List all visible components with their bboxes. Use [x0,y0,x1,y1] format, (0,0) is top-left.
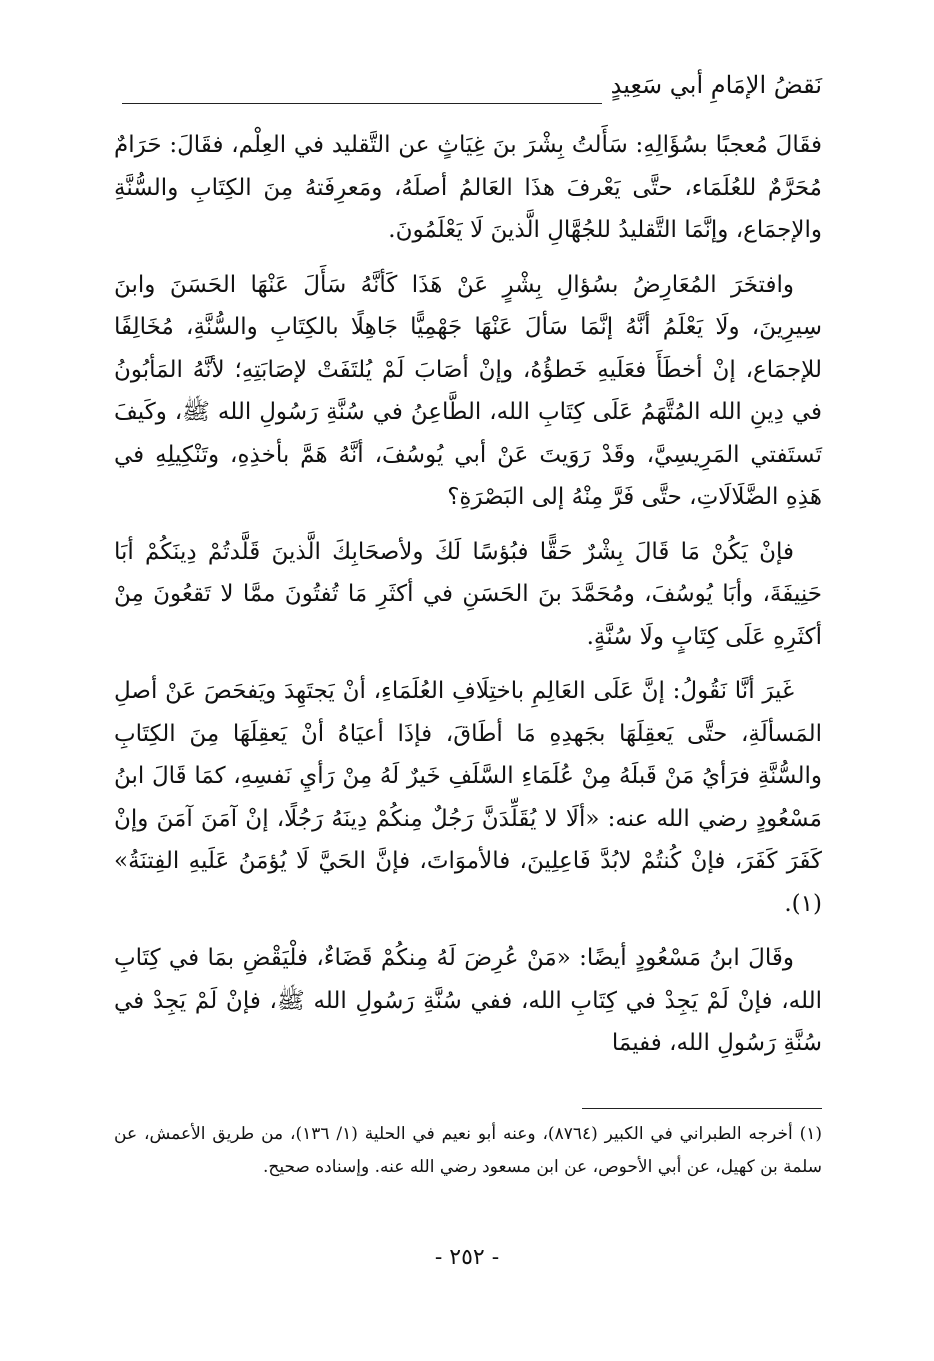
header-title: نَقضُ الإمَامِ أبي سَعِيدٍ [610,71,822,99]
page-number: - ٢٥٢ - [434,1245,500,1270]
body-text [114,124,822,1077]
paragraph-2: وافتخَرَ المُعَارِضُ بسُؤالِ بِشْرٍ عَنْ هَذَا كَأنَّهُ سَأَلَ عَنْهَا الحَسَنَ وابنَ سِيرِينَ، ولَا يَعْلَمُ أنَّهُ إنَّمَا سَألَ عَنْهَا جَهْمِيًّا جَاهِلًا بالكِتَابِ والسُّنَّةِ، مُخَالِفًا للإجمَاع، إنْ أخطَأَ فعَلَيهِ خَطؤُهُ، وإنْ أصَابَ لَمْ يُلتَفَتْ لإصَابَتِهِ؛ لأنَّهُ المَأبُونُ في دِينِ الله المُتَّهَمُ عَلَى كِتَابِ الله، الطَّاعِنُ في سُنَّةِ رَسُولِ الله ﷺ، وكَيفَ تَستَفتي المَرِيسِيَّ، وقَدْ رَوَيتَ عَنْ أبي يُوسُفَ، أنَّهُ هَمَّ بأخذِهِ، وتَنْكِيلِهِ في هَذِهِ الضَّلَالَاتِ، حتَّى فَرَّ مِنْهُ إلى البَصْرَةِ؟ [114,271,822,510]
footnote-rule [582,1108,822,1109]
header-rule [122,103,602,104]
running-header [122,70,822,110]
footnote [114,1118,822,1184]
footnote-text: (١) أخرجه الطبراني في الكبير (٨٧٦٤)، وعنه أبو نعيم في الحلية (١/ ١٣٦)، من طريق الأعمش، عن سلمة بن كهيل، عن أبي الأحوص، عن ابن مسعود رضي الله عنه. وإسناده صحيح. [114,1124,822,1177]
paragraph-5: وقَالَ ابنُ مَسْعُودٍ أيضًا: «مَنْ عُرِضَ لَهُ مِنكُمْ قَضَاءٌ، فلْيَقْضِ بمَا في كِتَابِ الله، فإنْ لَمْ يَجِدْ في كِتَابِ الله، ففي سُنَّةِ رَسُولِ الله ﷺ، فإنْ لَمْ يَجِدْ في سُنَّةِ رَسُولِ الله، ففيمَا [114,945,822,1056]
paragraph-4: غَيرَ أنَّا نَقُولُ: إنَّ عَلَى العَالِمِ باختِلَافِ العُلَمَاءِ، أنْ يَجتَهِدَ ويَفحَصَ عَنْ أصلِ المَسألَةِ، حتَّى يَعقِلَهَا بجَهدِهِ مَا أطَاقَ، فإذَا أعيَاهُ أنْ يَعقِلَهَا مِنَ الكِتَابِ والسُّنَّةِ فرَأيُ مَنْ قَبلَهُ مِنْ عُلَمَاءِ السَّلَفِ خَيرٌ لَهُ مِنْ رَأيِ نَفسِهِ، كمَا قَالَ ابنُ مَسْعُودٍ رضي الله عنه: «ألَا لا يُقَلِّدَنَّ رَجُلٌ مِنكُمْ دِينَهُ رَجُلًا، إنْ آمَنَ آمَنَ وإنْ كَفَرَ كَفَرَ، فإنْ كُنتُمْ لابُدَّ فَاعِلِينَ، فالأموَاتَ، فإنَّ الحَيَّ لَا يُؤمَنُ عَلَيهِ الفِتنَةُ» (١). [114,678,822,917]
paragraph-3: فإنْ يَكُنْ مَا قَالَ بِشْرٌ حَقًّا فبُؤسًا لَكَ ولأصحَابِكَ الَّذينَ قَلَّدتُمْ دِينَكُمْ أبَا حَنِيفَةَ، وأبَا يُوسُفَ، ومُحَمَّدَ بنَ الحَسَنِ في أكثَرِ مَا تُفتُونَ ممَّا لا تَقعُونَ مِنْ أكثَرِهِ عَلَى كِتَابٍ ولَا سُنَّةٍ. [114,538,823,650]
paragraph-1: فقَالَ مُعجبًا بسُؤَالِهِ: سَأَلتُ بِشْرَ بنَ غِيَاثٍ عن التَّقليد في العِلْم، فقَالَ: حَرَامٌ مُحَرَّمٌ للعُلَمَاء، حتَّى يَعْرفَ هذَا العَالمُ أصلَهُ، ومَعرِفَتهُ مِنَ الكِتَابِ والسُّنَّةِ والإجمَاع، وإنَّمَا التَّقليدُ للجُهَّالِ الَّذينَ لَا يَعْلَمُونَ. [114,132,822,243]
